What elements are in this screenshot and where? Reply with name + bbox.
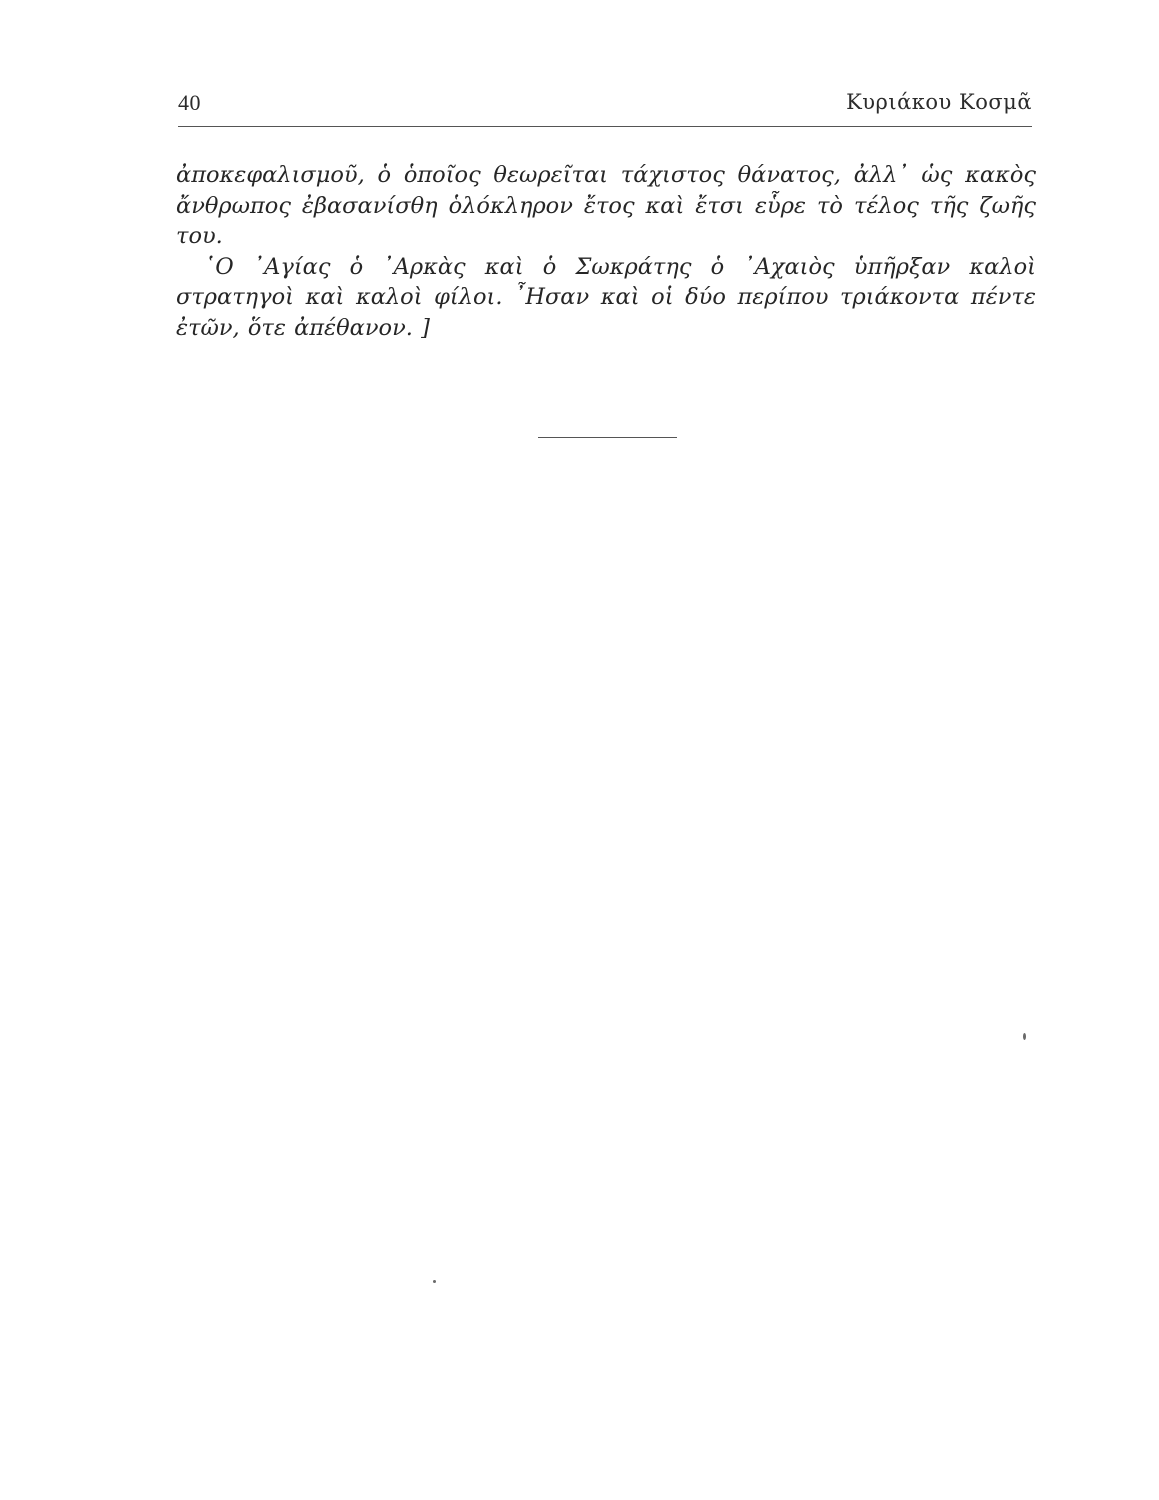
paper-speck	[1023, 1033, 1026, 1040]
page-header	[178, 90, 1032, 127]
section-divider	[538, 437, 677, 438]
page-number: 40	[178, 90, 201, 115]
body-text	[176, 160, 1036, 344]
running-head: Κυριάκου Κοσμᾶ	[846, 90, 1032, 114]
paper-speck	[433, 1280, 436, 1283]
text-line: ῾Ο ᾿Αγίας ὁ ᾿Αρκὰς καὶ ὁ Σωκράτης ὁ ᾿Αχαιὸς ὑπῆρξαν καλοὶ	[204, 253, 1036, 280]
text-line: ἐτῶν, ὅτε ἀπέθανον. ]	[176, 314, 430, 341]
text-line: στρατηγοὶ καὶ καλοὶ φίλοι. ῏Ησαν καὶ οἱ δύο περίπου τριάκοντα πέντε	[176, 284, 1036, 311]
text-line: ἀποκεφαλισμοῦ, ὁ ὁποῖος θεωρεῖται τάχιστος θάνατος, ἀλλ᾽ ὡς κακὸς	[176, 162, 1036, 188]
text-line: του.	[176, 223, 223, 250]
text-line: ἄνθρωπος ἐβασανίσθη ὁλόκληρον ἔτος καὶ ἔτσι εὗρε τὸ τέλος τῆς ζωῆς	[176, 192, 1036, 219]
